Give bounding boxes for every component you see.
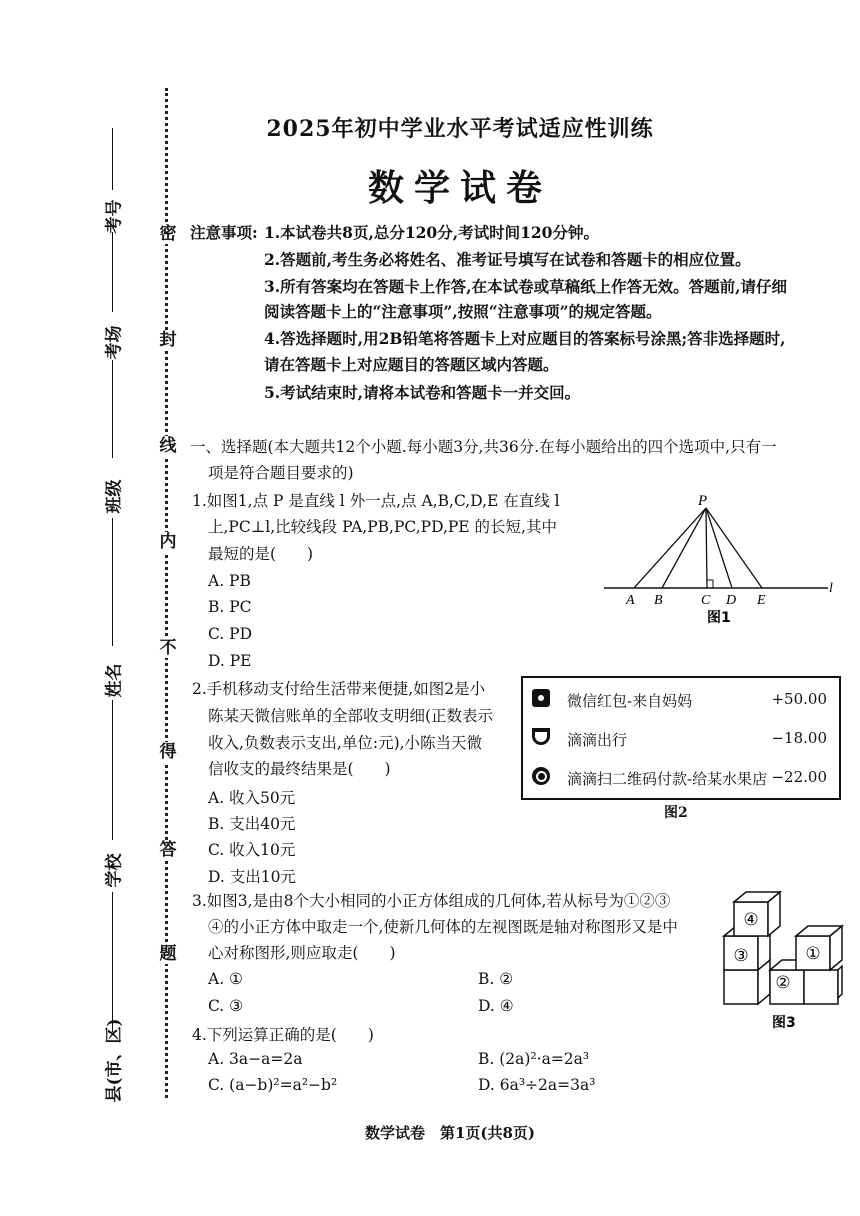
bill-row [523, 719, 839, 757]
figure-2-caption: 图2 [664, 805, 688, 821]
point-label-b: B [654, 593, 663, 608]
seal-char: 题 [159, 944, 177, 964]
school-label: 学校 [104, 853, 125, 888]
notice-item: 4.答选择题时,用2B铅笔将答题卡上对应题目的答案标号涂黑;答非选择题时, [264, 329, 786, 348]
notice-item: 1.本试卷共8页,总分120分,考试时间120分钟。 [264, 223, 599, 242]
exam-subtitle: 数学试卷 [367, 167, 552, 209]
q2-option-b: B. 支出40元 [208, 815, 296, 833]
q2-option-d: D. 支出10元 [208, 868, 296, 886]
didi-icon [532, 728, 550, 745]
seal-char: 内 [159, 532, 177, 552]
bill-desc: 滴滴扫二维码付款-给某水果店 [567, 770, 768, 788]
qr-pay-icon [532, 767, 550, 785]
line-label-l: l [829, 581, 833, 596]
q1-text: 1.如图1,点 P 是直线 l 外一点,点 A,B,C,D,E 在直线 l [192, 492, 560, 510]
figure-1 [596, 490, 846, 630]
field-underline [112, 700, 113, 840]
point-label-c: C [701, 593, 711, 608]
cube-label: ③ [733, 946, 749, 966]
class-label: 班级 [104, 479, 125, 514]
q4-option-d: D. 6a³÷2a=3a³ [478, 1076, 596, 1094]
seal-char: 线 [159, 436, 177, 456]
field-underline [112, 232, 113, 312]
q3-option-c: C. ③ [208, 997, 244, 1015]
q2-option-a: A. 收入50元 [208, 789, 296, 807]
q3-option-a: A. ① [208, 970, 243, 988]
q2-text: 信收支的最终结果是( ) [208, 760, 391, 778]
figure-3-caption: 图3 [772, 1015, 796, 1031]
bill-amount: +50.00 [771, 690, 827, 708]
q2-text: 2.手机移动支付给生活带来便捷,如图2是小 [192, 680, 486, 698]
q1-option-a: A. PB [208, 572, 251, 590]
seal-char: 答 [159, 840, 177, 860]
exam-room-label: 考场 [104, 325, 125, 360]
notice-item: 阅读答题卡上的“注意事项”,按照“注意事项”的规定答题。 [264, 302, 662, 321]
section-heading-cont: 项是符合题目要求的) [208, 464, 354, 482]
cube-label: ② [775, 973, 791, 993]
q4-option-c: C. (a−b)²=a²−b² [208, 1076, 338, 1094]
page-footer: 数学试卷 第1页(共8页) [364, 1124, 536, 1142]
q1-text: 最短的是( ) [208, 545, 314, 563]
point-label-e: E [757, 593, 766, 608]
figure-1-caption: 图1 [707, 610, 731, 626]
notice-item: 5.考试结束时,请将本试卷和答题卡一并交回。 [264, 383, 581, 402]
field-underline [112, 518, 113, 646]
q1-option-c: C. PD [208, 625, 253, 643]
red-packet-icon [532, 689, 550, 707]
notice-item: 2.答题前,考生务必将姓名、准考证号填写在试卷和答题卡的相应位置。 [264, 250, 751, 269]
notice-label: 注意事项: [190, 223, 258, 242]
cube-label: ① [805, 944, 821, 964]
point-label-p: P [698, 493, 708, 509]
bill-row [523, 758, 839, 796]
seal-char: 封 [159, 330, 177, 350]
point-label-a: A [626, 593, 635, 608]
section-heading: 一、选择题(本大题共12个小题.每小题3分,共36分.在每小题给出的四个选项中,只有一 [190, 438, 777, 456]
point-label-d: D [726, 593, 737, 608]
q1-option-b: B. PC [208, 598, 252, 616]
notice-item: 3.所有答案均在答题卡上作答,在本试卷或草稿纸上作答无效。答题前,请仔细 [264, 277, 787, 296]
q2-option-c: C. 收入10元 [208, 841, 296, 859]
cube-label: ④ [743, 910, 759, 930]
bill-amount: −22.00 [771, 768, 827, 786]
exam-title: 2025年初中学业水平考试适应性训练 [266, 116, 654, 142]
bill-row [523, 680, 839, 718]
q2-text: 收入,负数表示支出,单位:元),小陈当天微 [208, 734, 483, 752]
q2-text: 陈某天微信账单的全部收支明细(正数表示 [208, 707, 494, 725]
figure-2-bill [521, 676, 841, 800]
seal-char: 密 [159, 224, 177, 244]
q3-text: 3.如图3,是由8个大小相同的小正方体组成的几何体,若从标号为①②③ [192, 892, 671, 910]
q3-option-b: B. ② [478, 970, 514, 988]
bill-desc: 微信红包-来自妈妈 [567, 692, 693, 710]
q1-text: 上,PC⊥l,比较线段 PA,PB,PC,PD,PE 的长短,其中 [208, 518, 557, 536]
name-label: 姓名 [104, 663, 125, 698]
q3-text: 心对称图形,则应取走( ) [208, 944, 396, 962]
figure-3-cubes [716, 880, 846, 1040]
notice-item: 请在答题卡上对应题目的答题区域内答题。 [264, 355, 559, 374]
q4-option-b: B. (2a)²·a=2a³ [478, 1050, 590, 1068]
county-label: 县(市、区) [104, 1018, 125, 1103]
field-underline [112, 360, 113, 458]
q3-option-d: D. ④ [478, 997, 514, 1015]
bill-desc: 滴滴出行 [567, 731, 628, 749]
q4-text: 4.下列运算正确的是( ) [192, 1026, 374, 1044]
seal-char: 不 [159, 638, 177, 658]
q4-option-a: A. 3a−a=2a [208, 1050, 303, 1068]
exam-number-label: 考号 [104, 199, 125, 234]
bill-amount: −18.00 [771, 729, 827, 747]
q1-option-d: D. PE [208, 652, 252, 670]
seal-char: 得 [159, 742, 177, 762]
q3-text: ④的小正方体中取走一个,使新几何体的左视图既是轴对称图形又是中 [208, 918, 678, 936]
